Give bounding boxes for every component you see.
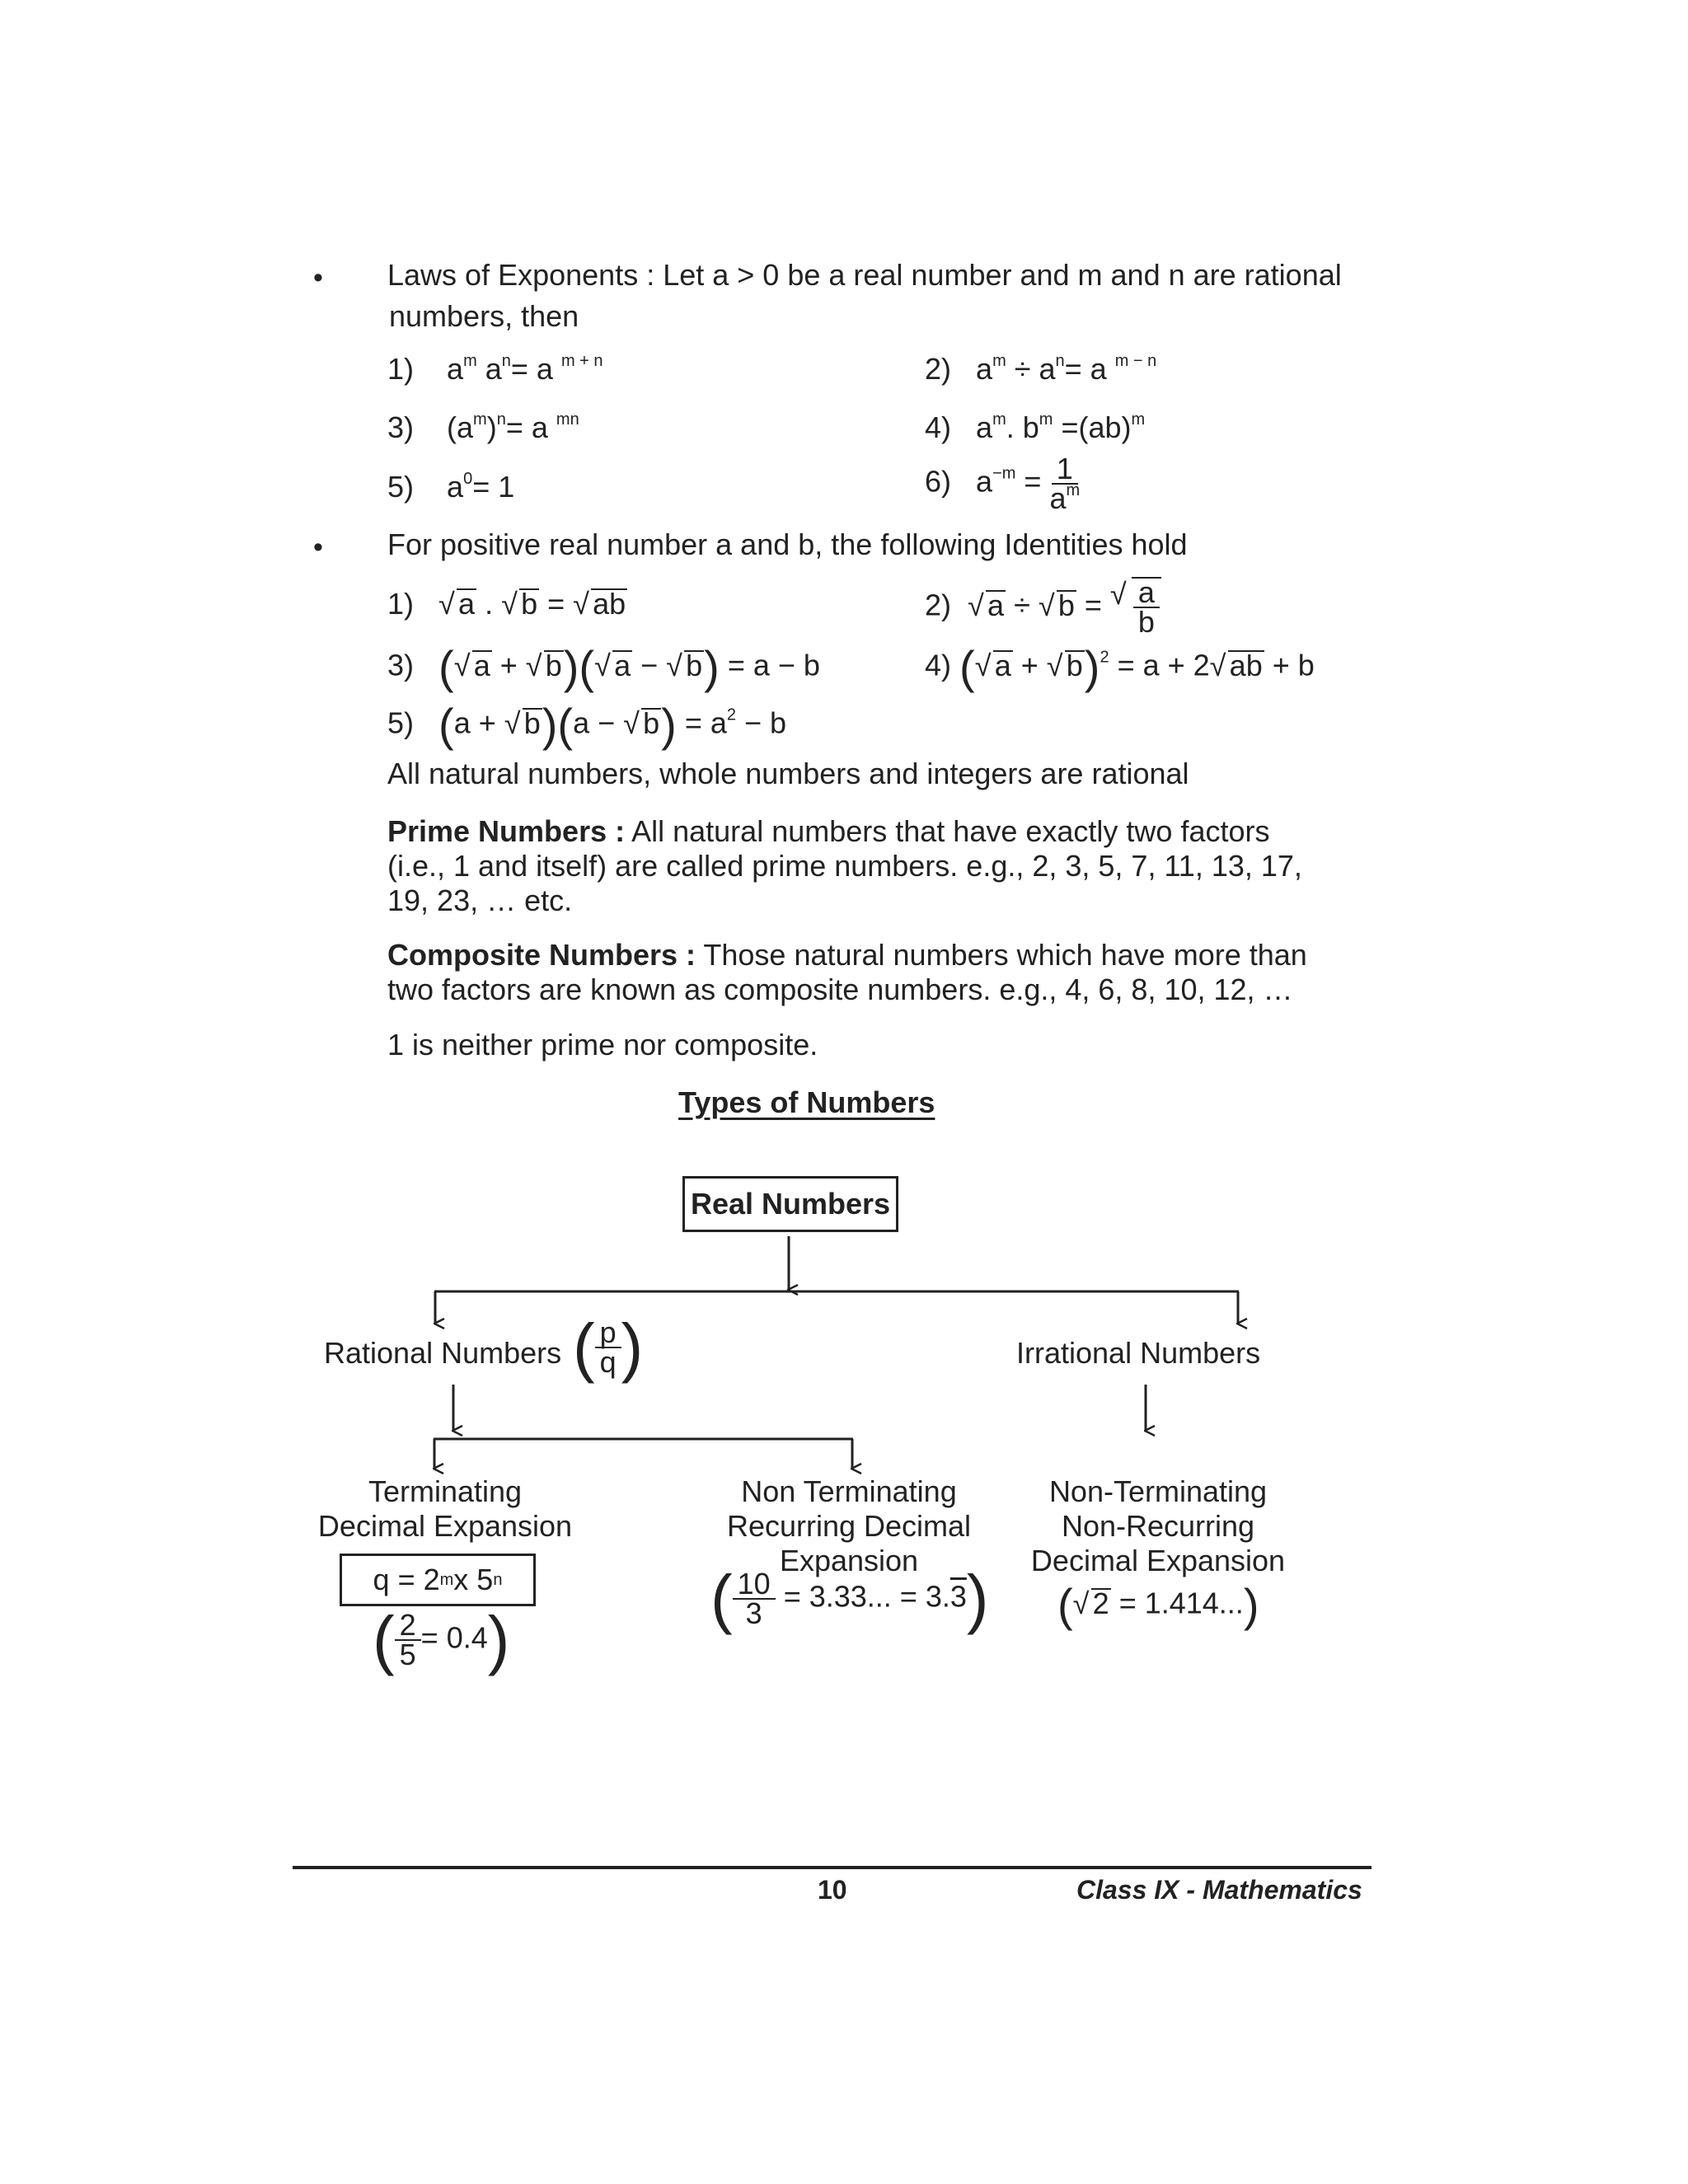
exponent-law-2: 2) $a^m \div a^n= a$ $^{m - n}$: [925, 352, 1157, 386]
real-numbers-box: Real Numbers: [682, 1176, 898, 1232]
nonterminating-example: ( $\frac{10}{3}$ = 3.33... = 3.3): [710, 1562, 989, 1635]
irrational-numbers-label: Irrational Numbers: [1016, 1336, 1261, 1370]
terminating-label: Terminating Decimal Expansion: [317, 1474, 573, 1543]
exponent-law-3: 3) $(a^m)^n= a$ $^{mn}$: [387, 410, 579, 444]
irrational-expansion-label: Non-Terminating Non-Recurring Decimal Expansion: [1030, 1474, 1286, 1577]
identity-3: 3) (√ a + √ b)(√ a − √ b) = a − b: [387, 644, 820, 691]
composite-numbers-paragraph: Composite Numbers : Those natural numbers which have more than two factors are known as composite numbers. e.g., 4, 6, 8, 10, 12, …: [387, 938, 1307, 1006]
diagram-heading: Types of Numbers: [678, 1085, 935, 1119]
rational-numbers-label: Rational Numbers: [324, 1336, 562, 1370]
bullet: •: [313, 532, 323, 563]
neither-note: 1 is neither prime nor composite.: [387, 1028, 818, 1062]
identities-intro: For positive real number a and b, the following Identities hold: [387, 527, 1188, 561]
identity-4: 4) (√ a + √ b)$^2$ = a + 2√ ab + b: [925, 644, 1315, 691]
exponent-law-4: 4) $a^m$. $b^m =(ab)^m$: [925, 410, 1146, 444]
page-number: 10: [818, 1875, 847, 1905]
rational-note: All natural numbers, whole numbers and integers are rational: [387, 757, 1189, 790]
terminating-example: ( $\frac{2}{5}$ = 0.4): [373, 1603, 510, 1676]
prime-numbers-paragraph: Prime Numbers : All natural numbers that have exactly two factors (i.e., 1 and itself) are called prime numbers. e.g., 2, 3, 5, 7, 11, 13, 17, 19, 23, … etc.: [387, 814, 1302, 917]
exponent-law-6: 6) $a^{-m}$ = $\frac{1}{a^m}$: [925, 452, 1081, 515]
fraction: $\frac{1}{a^m}$: [1049, 452, 1081, 515]
exponents-intro-line1: Laws of Exponents : Let a > 0 be a real number and m and n are rational: [387, 258, 1342, 292]
exponent-law-5: 5) $a^0= 1$: [387, 470, 515, 504]
identity-2: 2) √ a ÷ √ b = √ $\frac{a}{b}$: [925, 577, 1161, 636]
irrational-example: (√ 2 = 1.414...): [1057, 1582, 1259, 1629]
rational-pq-fraction: ( $\frac{p}{q}$ ): [573, 1310, 644, 1384]
exponent-law-1: 1) $a^m$ $a^n= a$ $^{m + n}$: [387, 352, 603, 386]
identity-5: 5) (a + √ b)(a − √ $b) = a^2 - b$: [387, 702, 786, 748]
footer-title: Class IX - Mathematics: [1076, 1875, 1362, 1905]
nonterminating-recurring-label: Non Terminating Recurring Decimal Expansion: [726, 1474, 972, 1577]
terminating-condition-box: q = 2 m x 5 n: [340, 1554, 536, 1606]
exponents-intro-line2: numbers, then: [389, 299, 579, 333]
identity-1: 1) √ a . √ b = √ ab: [387, 587, 627, 621]
bullet: •: [313, 262, 323, 293]
